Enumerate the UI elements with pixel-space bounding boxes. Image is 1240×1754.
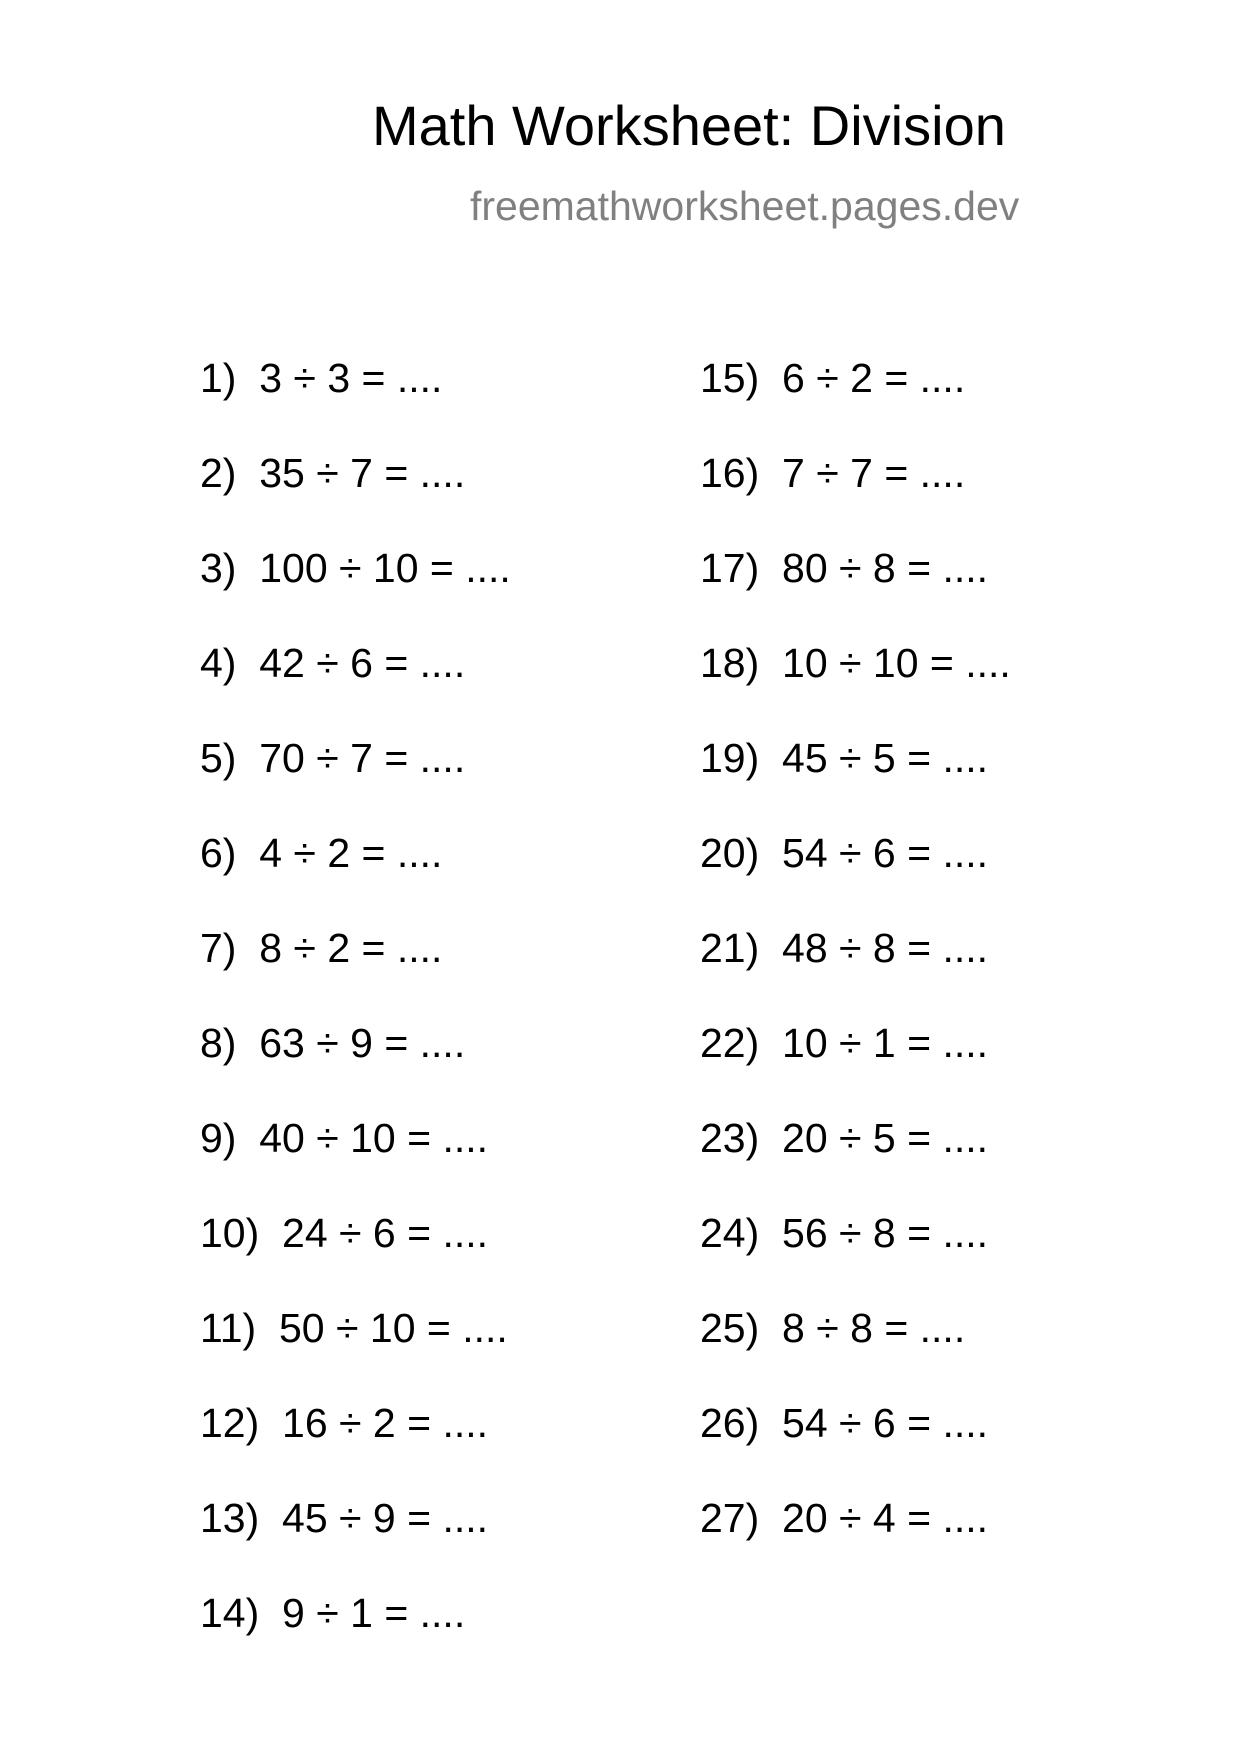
worksheet-title: Math Worksheet: Division xyxy=(372,94,1006,157)
problem-item: 23) 20 ÷ 5 = .... xyxy=(700,1115,989,1161)
problem-item: 21) 48 ÷ 8 = .... xyxy=(700,925,989,971)
problem-item: 2) 35 ÷ 7 = .... xyxy=(200,450,466,496)
problem-item: 18) 10 ÷ 10 = .... xyxy=(700,640,1011,686)
problems-left-column xyxy=(200,355,511,1688)
problem-item: 16) 7 ÷ 7 = .... xyxy=(700,450,966,496)
problems-right-column xyxy=(700,355,1011,1593)
problem-item: 12) 16 ÷ 2 = .... xyxy=(200,1400,489,1446)
problem-item: 14) 9 ÷ 1 = .... xyxy=(200,1590,466,1636)
problem-item: 17) 80 ÷ 8 = .... xyxy=(700,545,989,591)
problem-item: 6) 4 ÷ 2 = .... xyxy=(200,830,443,876)
problem-item: 13) 45 ÷ 9 = .... xyxy=(200,1495,489,1541)
problem-item: 1) 3 ÷ 3 = .... xyxy=(200,355,443,401)
problem-item: 15) 6 ÷ 2 = .... xyxy=(700,355,966,401)
problem-item: 8) 63 ÷ 9 = .... xyxy=(200,1020,466,1066)
problem-item: 5) 70 ÷ 7 = .... xyxy=(200,735,466,781)
problem-item: 3) 100 ÷ 10 = .... xyxy=(200,545,511,591)
problem-item: 22) 10 ÷ 1 = .... xyxy=(700,1020,989,1066)
worksheet-source-url: freemathworksheet.pages.dev xyxy=(470,183,1020,229)
problem-item: 24) 56 ÷ 8 = .... xyxy=(700,1210,989,1256)
problem-item: 27) 20 ÷ 4 = .... xyxy=(700,1495,989,1541)
problem-item: 26) 54 ÷ 6 = .... xyxy=(700,1400,989,1446)
problem-item: 11) 50 ÷ 10 = .... xyxy=(200,1305,508,1351)
problem-item: 4) 42 ÷ 6 = .... xyxy=(200,640,466,686)
problem-item: 9) 40 ÷ 10 = .... xyxy=(200,1115,489,1161)
problem-item: 10) 24 ÷ 6 = .... xyxy=(200,1210,489,1256)
problem-item: 20) 54 ÷ 6 = .... xyxy=(700,830,989,876)
problem-item: 25) 8 ÷ 8 = .... xyxy=(700,1305,966,1351)
problem-item: 19) 45 ÷ 5 = .... xyxy=(700,735,989,781)
problem-item: 7) 8 ÷ 2 = .... xyxy=(200,925,443,971)
